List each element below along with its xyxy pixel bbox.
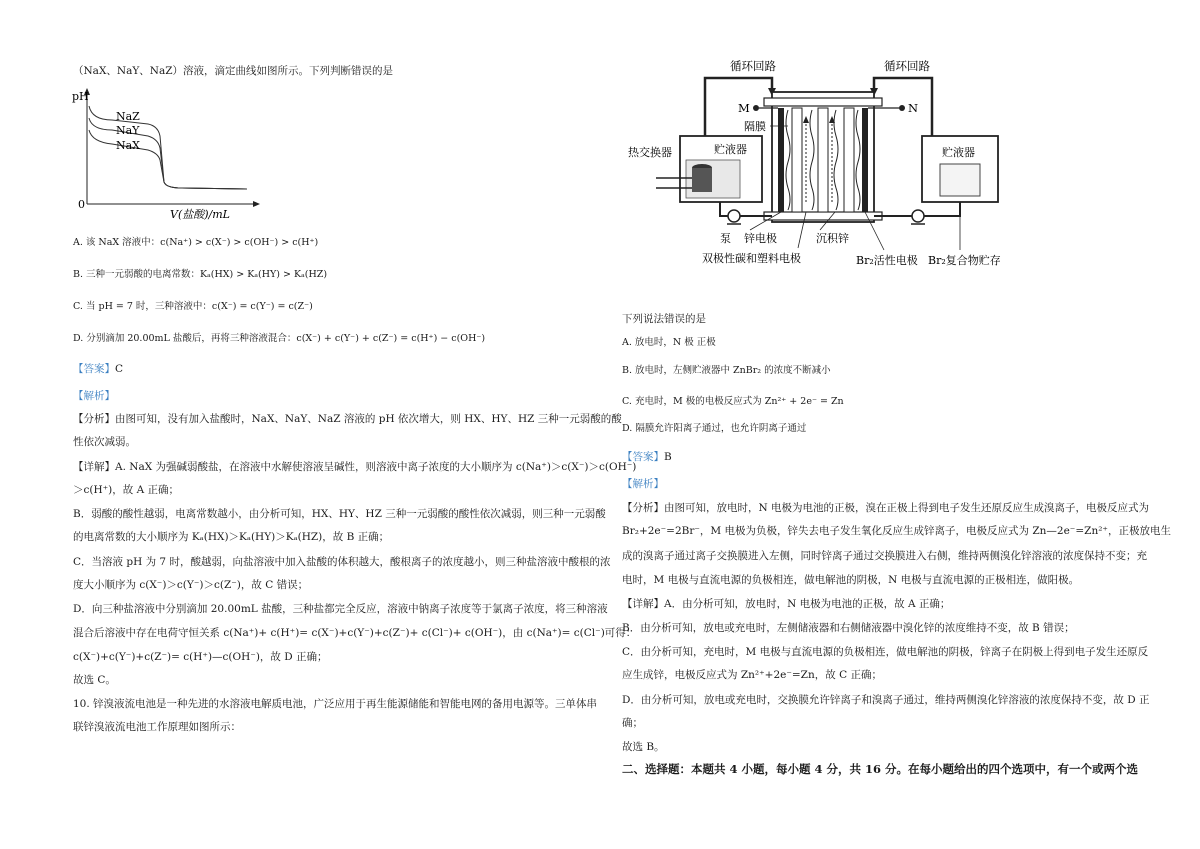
analysis-tag: 【解析】 (73, 390, 115, 402)
question-10-line: 10. 锌溴液流电池是一种先进的水溶液电解质电池，广泛应用于再生能源储能和智能电网的备用电源等。三单体串 (73, 698, 598, 710)
graph-y-label: pH (72, 90, 89, 103)
loop-left-label: 循环回路 (730, 59, 776, 73)
option-d: D. 隔膜允许阳离子通过，也允许阴离子通过 (622, 423, 807, 434)
paragraph-line: B．弱酸的酸性越弱，电离常数越小，由分析可知，HX、HY、HZ 三种一元弱酸的酸性依次减弱，则三种一元弱酸 (73, 508, 606, 520)
question-10-prompt: 下列说法错误的是 (622, 313, 706, 325)
paragraph-line: 度大小顺序为 c(X⁻)＞c(Y⁻)＞c(Z⁻)，故 C 错误； (73, 579, 309, 591)
option-d: D. 分别滴加 20.00mL 盐酸后，再将三种溶液混合：c(X⁻) + c(Y⁻) + c(Z⁻) = c(H⁺) − c(OH⁻) (73, 333, 486, 344)
paragraph-line: D．向三种盐溶液中分别滴加 20.00mL 盐酸，三种盐都完全反应，溶液中钠离子浓度等于氯离子浓度，将三种溶液 (73, 603, 608, 615)
pump-label: 泵 (720, 232, 731, 245)
answer-value: C (115, 363, 124, 375)
right-tank-label: 贮液器 (942, 146, 975, 159)
paragraph-line: 故选 C。 (73, 674, 116, 686)
loop-right-label: 循环回路 (884, 59, 930, 73)
terminal-n: N (908, 101, 919, 115)
graph-x-label: V(盐酸)/mL (170, 208, 230, 221)
answer-line (73, 362, 123, 376)
graph-origin: 0 (78, 198, 85, 211)
option-a: A. 放电时，N 极 正极 (622, 337, 716, 348)
paragraph-line: 成的溴离子通过离子交换膜进入左侧，同时锌离子通过交换膜进入右侧，维持两侧溴化锌溶液的浓度保持不变；充 (622, 550, 1147, 562)
section-heading: 二、选择题：本题共 4 小题，每小题 4 分，共 16 分。在每小题给出的四个选项中，有一个或两个选 (622, 762, 1139, 776)
zinc-electrode-plate (778, 108, 784, 212)
paragraph-line: c(X⁻)+c(Y⁻)+c(Z⁻)= c(H⁺)—c(OH⁻)，故 D 正确； (73, 651, 328, 663)
analysis-tag: 【解析】 (622, 478, 664, 490)
paragraph-line: 【分析】由图可知，放电时，N 电极为电池的正极，溴在正极上得到电子发生还原反应生成溴离子，电极反应式为 (622, 502, 1150, 514)
br2-electrode-plate (862, 108, 868, 212)
option-b: B. 放电时，左侧贮液器中 ZnBr₂ 的浓度不断减小 (622, 365, 831, 376)
paragraph-line: 应生成锌，电极反应式为 Zn²⁺+2e⁻=Zn，故 C 正确； (622, 669, 882, 681)
pump-left (728, 210, 740, 222)
label-nax: NaX (116, 139, 141, 152)
membrane-label: 隔膜 (744, 120, 766, 133)
answer-line (622, 450, 672, 464)
left-tank-label: 贮液器 (714, 143, 747, 156)
paragraph-line: 确； (622, 717, 643, 729)
bipolar-electrode-label: 双极性碳和塑料电极 (702, 252, 801, 265)
terminal-m: M (738, 101, 750, 115)
heat-exchanger-label: 热交换器 (628, 146, 672, 159)
question-9-intro: （NaX、NaY、NaZ）溶液，滴定曲线如图所示。下列判断错误的是 (73, 65, 394, 77)
curve-naz (89, 106, 247, 189)
question-10-line: 联锌溴液流电池工作原理如图所示： (73, 721, 241, 733)
br2-storage-label: Br₂复合物贮存 (928, 254, 1001, 267)
paragraph-line: C．当溶液 pH 为 7 时，酸越弱，向盐溶液中加入盐酸的体积越大，酸根离子的浓度越小，则三种盐溶液中酸根的浓 (73, 556, 611, 568)
option-a: A. 该 NaX 溶液中：c(Na⁺) > c(X⁻) > c(OH⁻) > c(H⁺) (73, 237, 319, 248)
paragraph-line: 【分析】由图可知，没有加入盐酸时，NaX、NaY、NaZ 溶液的 pH 依次增大，则 HX、HY、HZ 三种一元弱酸的酸 (73, 413, 622, 425)
deposited-zinc-label: 沉积锌 (816, 232, 849, 245)
curve-nay (89, 118, 247, 189)
paragraph-line: 电时，M 电极与直流电源的负极相连，做电解池的阴极，N 电极与直流电源的正极相连，做阳极。 (622, 574, 1080, 586)
answer-tag: 【答案】 (73, 363, 115, 375)
paragraph-line: D．由分析可知，放电或充电时，交换膜允许锌离子和溴离子通过，维持两侧溴化锌溶液的浓度保持不变，故 D 正 (622, 694, 1150, 706)
paragraph-line: 的电离常数的大小顺序为 Kₐ(HX)＞Kₐ(HY)＞Kₐ(HZ)，故 B 正确； (73, 531, 390, 543)
curve-nax (89, 130, 247, 189)
label-naz: NaZ (116, 110, 140, 123)
pump-right (912, 210, 924, 222)
paragraph-line: C．由分析可知，充电时，M 电极与直流电源的负极相连，做电解池的阴极，锌离子在阴极上得到电子发生还原反 (622, 646, 1149, 658)
paragraph-line: B．由分析可知，放电或充电时，左侧储液器和右侧储液器中溴化锌的浓度维持不变，故 B 错误； (622, 622, 1075, 634)
paragraph-line: 故选 B。 (622, 741, 665, 753)
answer-value: B (664, 451, 672, 463)
br2-electrode-label: Br₂活性电极 (856, 254, 918, 267)
paragraph-line: Br₂+2e⁻=2Br⁻，M 电极为负极，锌失去电子发生氧化反应生成锌离子，电极反应式为 Zn—2e⁻=Zn²⁺，正极放电生 (622, 525, 1171, 537)
zinc-electrode-label: 锌电极 (744, 232, 777, 245)
paragraph-line: 【详解】A．由分析可知，放电时，N 电极为电池的正极，故 A 正确； (622, 598, 951, 610)
titration-curve-graph (72, 86, 262, 222)
zinc-bromine-battery-diagram (622, 52, 1032, 274)
answer-tag: 【答案】 (622, 451, 664, 463)
option-b: B. 三种一元弱酸的电离常数：Kₐ(HX) > Kₐ(HY) > Kₐ(HZ) (73, 269, 328, 280)
option-c: C. 充电时，M 极的电极反应式为 Zn²⁺ + 2e⁻ = Zn (622, 396, 844, 407)
paragraph-line: 混合后溶液中存在电荷守恒关系 c(Na⁺)+ c(H⁺)= c(X⁻)+c(Y⁻)+c(Z⁻)+ c(Cl⁻)+ c(OH⁻)，由 c(Na⁺)= c(Cl⁻)可得： (73, 627, 637, 639)
label-nay: NaY (116, 124, 140, 137)
paragraph-line: 性依次减弱。 (73, 436, 136, 448)
option-c: C. 当 pH = 7 时，三种溶液中：c(X⁻) = c(Y⁻) = c(Z⁻) (73, 301, 313, 312)
paragraph-line: ＞c(H⁺)，故 A 正确； (73, 484, 180, 496)
paragraph-line: 【详解】A. NaX 为强碱弱酸盐，在溶液中水解使溶液呈碱性，则溶液中离子浓度的大小顺序为 c(Na⁺)＞c(X⁻)＞c(OH⁻) (73, 461, 637, 473)
